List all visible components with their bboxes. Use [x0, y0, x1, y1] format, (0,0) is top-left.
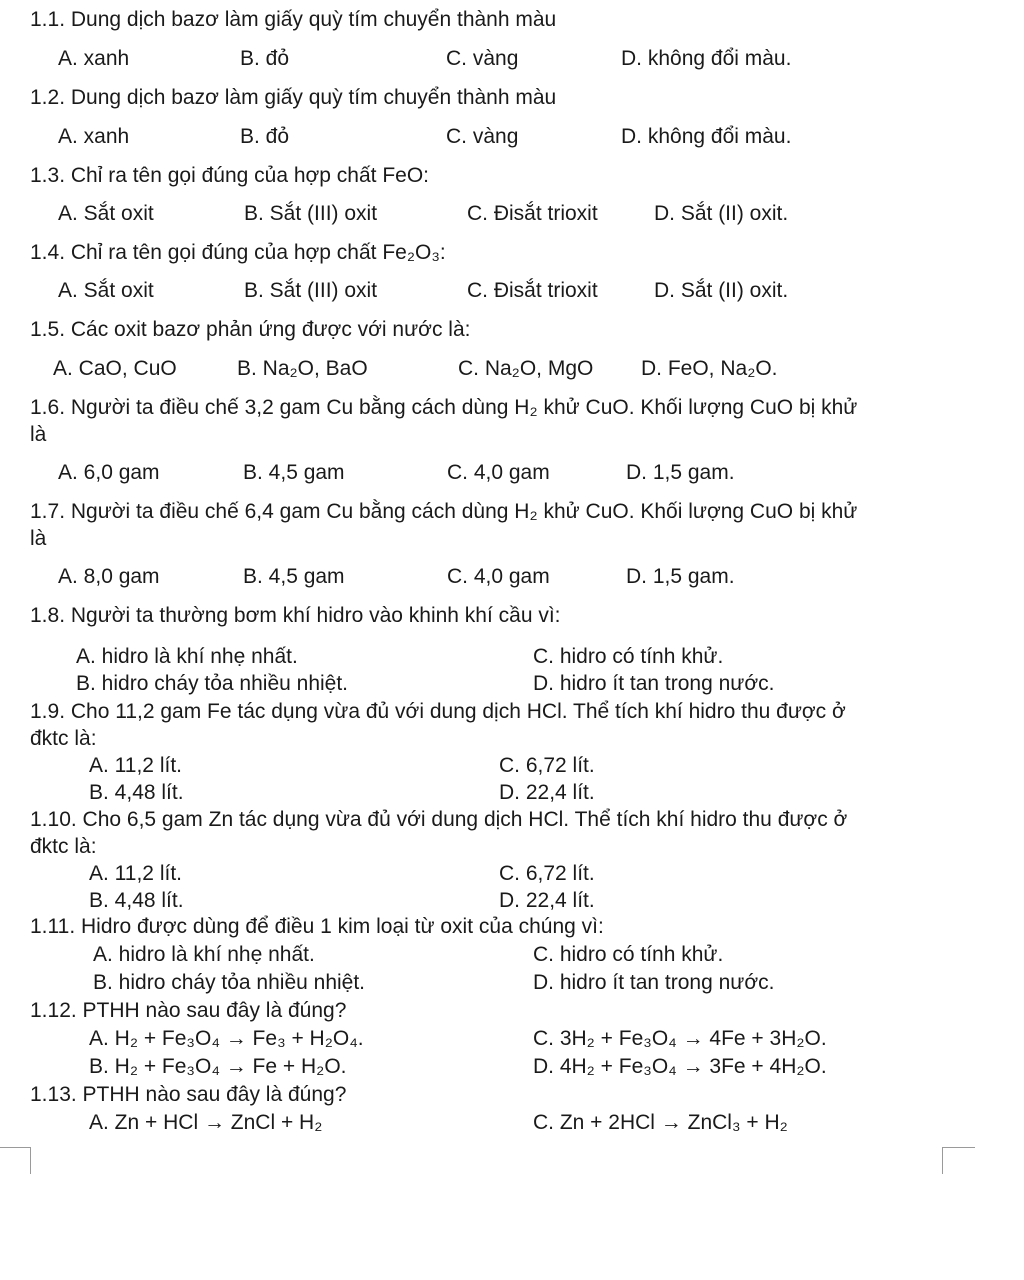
option-b: B. Sắt (III) oxit [244, 202, 378, 225]
option-b: B. 4,5 gam [243, 461, 345, 484]
option-a: A. Zn + HCl → ZnCl + H₂ [89, 1111, 323, 1134]
question-1-1: 1.1. Dung dịch bazơ làm giấy quỳ tím chuyển thành màu [30, 8, 557, 31]
page-corner-mark-left [0, 1147, 31, 1174]
option-a: A. hidro là khí nhẹ nhất. [76, 645, 298, 668]
option-c: C. Na₂O, MgO [458, 357, 594, 380]
option-b: B. Na₂O, BaO [237, 357, 368, 380]
question-1-9: 1.9. Cho 11,2 gam Fe tác dụng vừa đủ với dung dịch HCl. Thể tích khí hidro thu được ở [30, 700, 846, 723]
option-b: B. 4,5 gam [243, 565, 345, 588]
option-c: C. 4,0 gam [447, 461, 550, 484]
option-a: A. Sắt oxit [58, 202, 154, 225]
option-a: A. CaO, CuO [53, 357, 177, 380]
option-c: C. vàng [446, 47, 519, 70]
question-1-11: 1.11. Hidro được dùng để điều 1 kim loại từ oxit của chúng vì: [30, 915, 604, 938]
question-1-3: 1.3. Chỉ ra tên gọi đúng của hợp chất FeO: [30, 164, 430, 187]
option-d: D. hidro ít tan trong nước. [533, 672, 775, 695]
option-a: A. Sắt oxit [58, 279, 154, 302]
option-a: A. 8,0 gam [58, 565, 160, 588]
option-d: D. không đổi màu. [621, 125, 792, 148]
question-1-6: 1.6. Người ta điều chế 3,2 gam Cu bằng cách dùng H₂ khử CuO. Khối lượng CuO bị khử [30, 396, 858, 419]
option-b: B. hidro cháy tỏa nhiều nhiệt. [76, 672, 349, 695]
option-b: B. hidro cháy tỏa nhiều nhiệt. [93, 971, 366, 994]
option-d: D. FeO, Na₂O. [641, 357, 778, 380]
option-c: C. hidro có tính khử. [533, 943, 724, 966]
option-a: A. 6,0 gam [58, 461, 160, 484]
option-d: D. không đổi màu. [621, 47, 792, 70]
option-d: D. Sắt (II) oxit. [654, 202, 789, 225]
option-d: D. 22,4 lít. [499, 889, 595, 912]
question-1-9-cont: đktc là: [30, 727, 97, 750]
option-b: B. 4,48 lít. [89, 781, 184, 804]
option-b: B. 4,48 lít. [89, 889, 184, 912]
option-d: D. Sắt (II) oxit. [654, 279, 789, 302]
question-1-10-cont: đktc là: [30, 835, 97, 858]
question-1-7: 1.7. Người ta điều chế 6,4 gam Cu bằng cách dùng H₂ khử CuO. Khối lượng CuO bị khử [30, 500, 858, 523]
option-a: A. hidro là khí nhẹ nhất. [93, 943, 315, 966]
option-d: D. 4H₂ + Fe₃O₄ → 3Fe + 4H₂O. [533, 1055, 827, 1078]
option-b: B. đỏ [240, 47, 290, 70]
option-a: A. H₂ + Fe₃O₄ → Fe₃ + H₂O₄. [89, 1027, 364, 1050]
option-a: A. xanh [58, 125, 130, 148]
option-a: A. 11,2 lít. [89, 754, 182, 777]
option-c: C. Zn + 2HCl → ZnCl₃ + H₂ [533, 1111, 788, 1134]
option-a: A. 11,2 lít. [89, 862, 182, 885]
option-c: C. 3H₂ + Fe₃O₄ → 4Fe + 3H₂O. [533, 1027, 827, 1050]
question-1-12: 1.12. PTHH nào sau đây là đúng? [30, 999, 347, 1022]
option-b: B. H₂ + Fe₃O₄ → Fe + H₂O. [89, 1055, 347, 1078]
option-c: C. 6,72 lít. [499, 754, 595, 777]
option-d: D. 1,5 gam. [626, 565, 735, 588]
option-b: B. Sắt (III) oxit [244, 279, 378, 302]
question-1-6-cont: là [30, 423, 47, 446]
option-c: C. Đisắt trioxit [467, 202, 598, 225]
question-1-13: 1.13. PTHH nào sau đây là đúng? [30, 1083, 347, 1106]
question-1-5: 1.5. Các oxit bazơ phản ứng được với nước là: [30, 318, 471, 341]
question-1-4: 1.4. Chỉ ra tên gọi đúng của hợp chất Fe₂O₃: [30, 241, 446, 264]
option-d: D. hidro ít tan trong nước. [533, 971, 775, 994]
question-1-2: 1.2. Dung dịch bazơ làm giấy quỳ tím chuyển thành màu [30, 86, 557, 109]
option-d: D. 1,5 gam. [626, 461, 735, 484]
option-c: C. 4,0 gam [447, 565, 550, 588]
option-c: C. vàng [446, 125, 519, 148]
page-corner-mark-right [942, 1147, 975, 1174]
option-c: C. Đisắt trioxit [467, 279, 598, 302]
option-c: C. 6,72 lít. [499, 862, 595, 885]
option-a: A. xanh [58, 47, 130, 70]
option-d: D. 22,4 lít. [499, 781, 595, 804]
question-1-10: 1.10. Cho 6,5 gam Zn tác dụng vừa đủ với dung dịch HCl. Thể tích khí hidro thu được ở [30, 808, 848, 831]
question-1-8: 1.8. Người ta thường bơm khí hidro vào khinh khí cầu vì: [30, 604, 561, 627]
option-c: C. hidro có tính khử. [533, 645, 724, 668]
option-b: B. đỏ [240, 125, 290, 148]
question-1-7-cont: là [30, 527, 47, 550]
